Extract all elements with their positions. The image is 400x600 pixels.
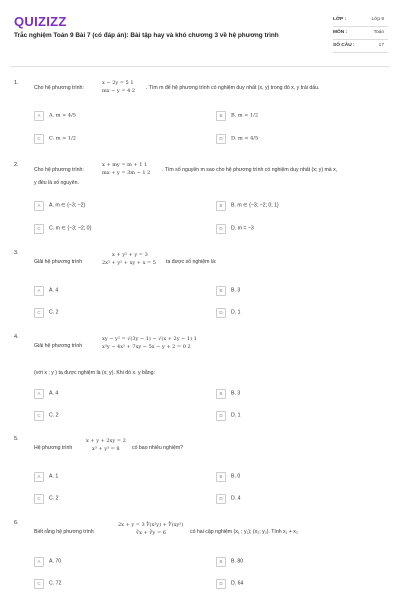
option-letter: C [34,308,44,318]
equation: x³ + y³ = 8 [92,446,120,452]
option-a[interactable] [34,389,58,398]
equation: x + y² + y = 3 [112,252,148,258]
question-text-before: Cho hệ phương trình: [34,167,84,173]
option-c[interactable] [34,494,59,503]
equation-system [102,335,197,351]
option-letter: C [34,579,44,589]
option-label: B. m < 1/2 [231,112,259,119]
page-header [0,0,400,60]
question-4 [14,334,390,424]
question-text-after: có hai cặp nghiệm (x₁ ; y₁); (x₂; y₂). Tính x₁ + x₂ [190,529,298,535]
equation: xy − y² = √(3y − 1) − √(x + 2y − 1) 1 [102,336,197,342]
question-number: 1. [14,80,19,86]
option-label: D. 4 [231,495,241,502]
option-c[interactable] [34,308,59,317]
meta-info [333,14,388,53]
equation: ∛x + ∛y = 6 [136,530,166,536]
question-subtext: (với x ; y ) ta được nghiệm là (x; y). Khi đó x. y bằng: [34,370,155,376]
question-text-after: . Tìm số nguyên m sao cho hệ phương trình có nghiệm duy nhất (x; y) mà x, [162,167,338,173]
option-label: D. m = −3 [231,225,254,232]
meta-question-count [333,40,388,53]
option-letter: A [34,201,44,211]
meta-class [333,14,388,27]
question-text-after: có bao nhiêu nghiệm? [132,445,184,451]
option-label: C. 72 [49,580,62,587]
option-b[interactable] [216,201,279,210]
equation-system [118,521,183,537]
meta-value: Toán [373,30,384,35]
option-label: B. 3 [231,390,241,397]
question-number: 4. [14,334,19,340]
question-number: 6. [14,520,19,526]
option-b[interactable] [216,389,240,398]
meta-key: SỐ CÂU : [333,43,355,48]
equation: 2x² + y² + xy + x = 5 [102,260,156,266]
option-label: A. 4 [49,390,59,397]
option-a[interactable] [34,557,61,566]
option-a[interactable] [34,111,76,120]
option-letter: A [34,389,44,399]
meta-key: MÔN : [333,30,348,35]
option-a[interactable] [34,286,58,295]
option-d[interactable] [216,494,241,503]
meta-value: Lớp 9 [371,17,384,22]
question-subtext: y đều là số nguyên. [34,180,79,186]
question-number: 3. [14,250,19,256]
option-b[interactable] [216,472,240,481]
option-letter: B [216,111,226,121]
option-label: B. 3 [231,287,241,294]
option-letter: A [34,557,44,567]
equation-system [86,437,126,453]
option-d[interactable] [216,411,241,420]
option-label: D. 1 [231,412,241,419]
option-a[interactable] [34,472,58,481]
option-letter: B [216,557,226,567]
option-d[interactable] [216,134,258,143]
option-letter: B [216,201,226,211]
option-letter: A [34,472,44,482]
option-letter: D [216,411,226,421]
option-letter: D [216,579,226,589]
meta-key: LỚP : [333,17,347,22]
equation: mx + y = 3m − 1 2 [102,170,151,176]
option-letter: A [34,286,44,296]
page-title: Trắc nghiệm Toán 9 Bài 7 (có đáp án): Bài tập hay và khó chương 3 về hệ phương trình [14,32,279,39]
question-2 [14,162,390,240]
question-text-before: Giải hệ phương trình [34,259,83,265]
question-text-before: Biết rằng hệ phương trình [34,529,94,535]
option-d[interactable] [216,308,241,317]
option-b[interactable] [216,286,240,295]
option-label: C. 2 [49,495,59,502]
option-letter: D [216,134,226,144]
question-1 [14,80,390,150]
option-label: A. 4 [49,287,59,294]
option-label: D. m < 4/5 [231,135,259,142]
meta-value: 17 [378,43,384,48]
equation: x − 2y = 5 1 [102,80,134,86]
option-label: C. m ∈ {−3; −2; 0} [49,225,92,232]
option-c[interactable] [34,579,61,588]
option-label: A. m ∈ {−3; −2} [49,202,86,209]
option-label: D. 64 [231,580,244,587]
option-label: B. 80 [231,558,244,565]
question-number: 5. [14,436,19,442]
option-label: B. m ∈ {−3; −2; 0; 1} [231,202,279,209]
option-b[interactable] [216,557,243,566]
option-label: C. 2 [49,309,59,316]
option-label: A. m > 4/5 [49,112,76,119]
equation: x³y − 4x² + 7xy − 5x − y + 2 = 0 2 [102,344,191,350]
equation: mx − y = 4 2 [102,88,136,94]
option-label: D. 1 [231,309,241,316]
question-3 [14,250,390,320]
option-c[interactable] [34,134,76,143]
option-label: A. 1 [49,473,59,480]
quizizz-logo: QUIZIZZ [14,14,67,29]
option-letter: C [34,494,44,504]
option-a[interactable] [34,201,85,210]
equation-system [102,79,135,95]
meta-subject [333,27,388,40]
question-text-after: . Tìm m để hệ phương trình có nghiệm duy nhất (x, y) trong đó x, y trái dấu. [146,85,320,91]
option-letter: B [216,286,226,296]
option-letter: A [34,111,44,121]
option-c[interactable] [34,411,59,420]
option-letter: C [34,134,44,144]
equation-system [102,251,156,267]
question-6 [14,520,390,594]
option-letter: B [216,472,226,482]
question-text-before: Hệ phương trình [34,445,73,451]
option-letter: B [216,389,226,399]
option-c[interactable] [34,224,91,233]
option-letter: C [34,224,44,234]
equation: 2x + y = 3 ∜(x²y) + ∜(xy²) [118,522,184,528]
option-letter: D [216,494,226,504]
option-label: C. m > 1/2 [49,135,76,142]
equation: x + my = m + 1 1 [102,162,148,168]
question-text-before: Cho hệ phương trình: [34,85,84,91]
option-letter: D [216,224,226,234]
option-letter: C [34,411,44,421]
option-label: C. 2 [49,412,59,419]
question-number: 2. [14,162,19,168]
option-d[interactable] [216,579,243,588]
question-5 [14,436,390,506]
header-divider [10,66,390,67]
question-text-before: Giải hệ phương trình [34,343,83,349]
option-label: B. 0 [231,473,241,480]
question-text-after: ta được số nghiệm là: [166,259,217,265]
question-text [34,85,84,91]
equation: x + y + 2xy = 2 [86,438,126,444]
option-b[interactable] [216,111,258,120]
option-d[interactable] [216,224,254,233]
option-letter: D [216,308,226,318]
equation-system [102,161,150,177]
option-label: A. 70 [49,558,62,565]
